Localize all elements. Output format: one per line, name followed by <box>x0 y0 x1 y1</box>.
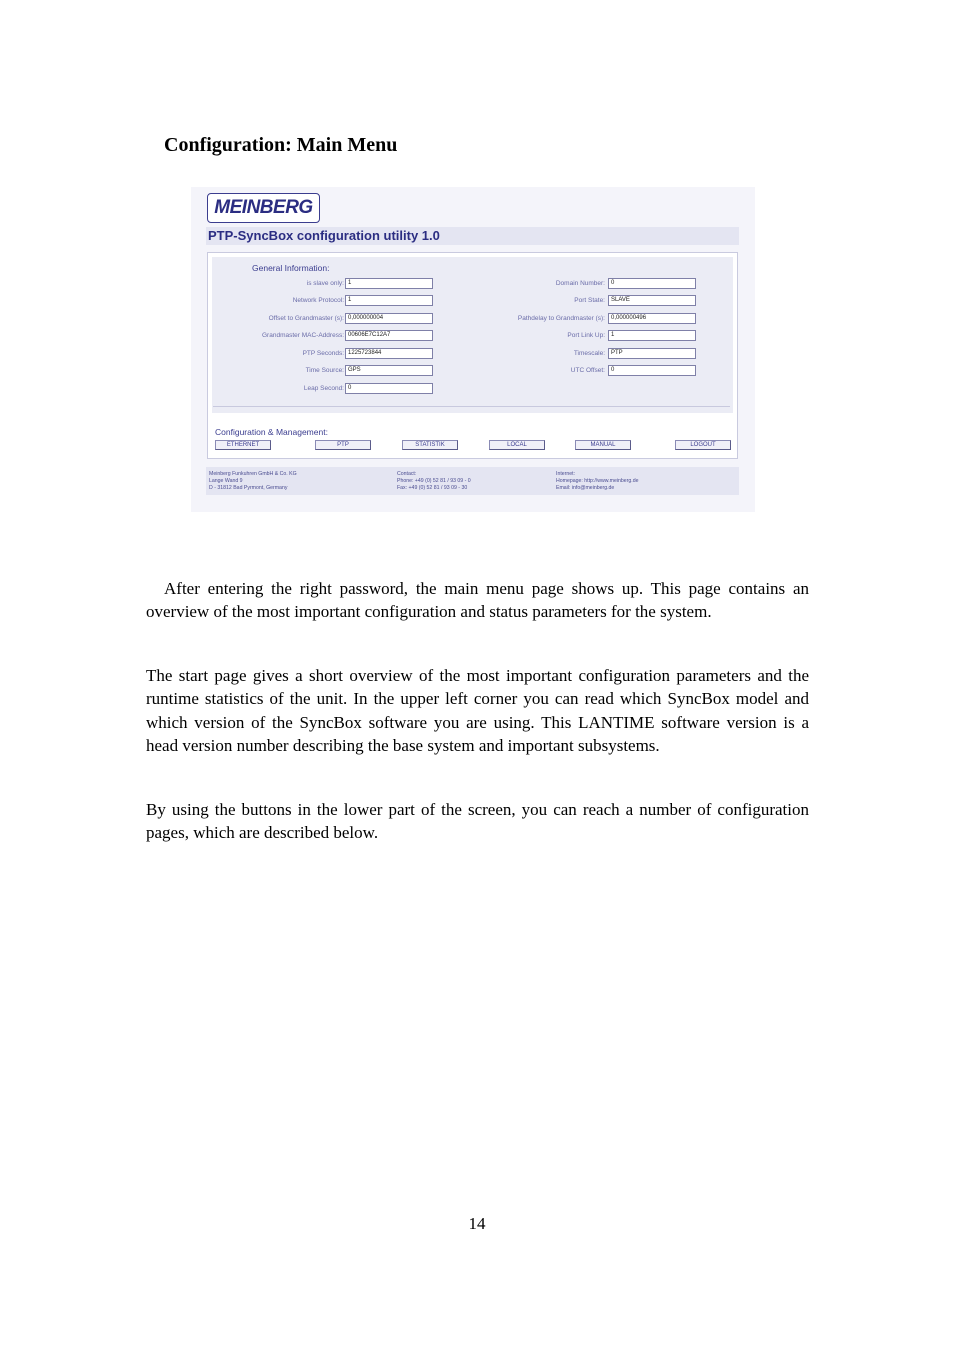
field-label: Time Source: <box>305 367 344 374</box>
field-label: Port Link Up: <box>567 332 605 339</box>
port-state-field[interactable]: SLAVE <box>608 295 696 306</box>
field-label: Network Protocol: <box>292 297 344 304</box>
ptp-seconds-field[interactable]: 1225723844 <box>345 348 433 359</box>
footer-internet <box>556 471 638 492</box>
paragraph-overview: The start page gives a short overview of the most important configuration parameters and the runtime statistics of the unit. In the upper left corner you can read which SyncBox model and which version of the SyncBox software you are using. This LANTIME software version is a head version number describing the base system and important subsystems. <box>146 666 809 755</box>
field-label: is slave only: <box>306 280 344 287</box>
page-number: 14 <box>468 1214 486 1233</box>
port-link-up-field[interactable]: 1 <box>608 330 696 341</box>
config-management-title: Configuration & Management: <box>215 427 328 437</box>
footer-contact <box>397 471 471 492</box>
logout-button[interactable]: LOGOUT <box>675 440 731 450</box>
meinberg-logo: MEINBERG <box>207 193 320 223</box>
main-panel <box>207 252 738 459</box>
footer-line: Fax: +49 (0) 52 81 / 93 09 - 30 <box>397 485 468 491</box>
general-information-title: General Information: <box>252 263 330 273</box>
utility-title: PTP-SyncBox configuration utility 1.0 <box>206 227 739 245</box>
timescale-field[interactable]: PTP <box>608 348 696 359</box>
slave-only-field[interactable]: 1 <box>345 278 433 289</box>
footer-line: Internet: <box>556 471 576 477</box>
footer-address <box>209 471 297 492</box>
field-label: PTP Seconds: <box>302 350 344 357</box>
field-label: UTC Offset: <box>570 367 605 374</box>
local-button[interactable]: LOCAL <box>489 440 545 450</box>
divider <box>213 406 730 407</box>
paragraph-intro: After entering the right password, the main menu page shows up. This page contains an overview of the most important configuration and status parameters for the system. <box>146 579 809 622</box>
footer-line: Contact: <box>397 471 417 477</box>
paragraph-buttons: By using the buttons in the lower part of the screen, you can reach a number of configuration pages, which are described below. <box>146 800 809 843</box>
statistik-button[interactable]: STATISTIK <box>402 440 458 450</box>
field-label: Leap Second: <box>303 385 344 392</box>
field-label: Domain Number: <box>555 280 605 287</box>
ethernet-button[interactable]: ETHERNET <box>215 440 271 450</box>
footer-line: D - 31812 Bad Pyrmont, Germany <box>209 485 288 491</box>
grandmaster-mac-field[interactable]: 00606E7C12A7 <box>345 330 433 341</box>
offset-to-grandmaster-field[interactable]: 0,000000004 <box>345 313 433 324</box>
network-protocol-field[interactable]: 1 <box>345 295 433 306</box>
main-menu-screenshot <box>191 187 755 512</box>
footer-line: Phone: +49 (0) 52 81 / 93 09 - 0 <box>397 478 471 484</box>
ptp-button[interactable]: PTP <box>315 440 371 450</box>
footer-line: Meinberg Funkuhren GmbH & Co. KG <box>209 471 297 477</box>
field-label: Pathdelay to Grandmaster (s): <box>517 315 605 322</box>
section-heading: Configuration: Main Menu <box>164 134 398 156</box>
footer-homepage-link[interactable]: Homepage: http://www.meinberg.de <box>556 478 639 484</box>
leap-second-field[interactable]: 0 <box>345 383 433 394</box>
utc-offset-field[interactable]: 0 <box>608 365 696 376</box>
field-label: Grandmaster MAC-Address: <box>262 332 344 339</box>
field-label: Port State: <box>574 297 605 304</box>
domain-number-field[interactable]: 0 <box>608 278 696 289</box>
footer-line: Lange Wand 9 <box>209 478 243 484</box>
time-source-field[interactable]: GPS <box>345 365 433 376</box>
footer <box>206 467 739 495</box>
pathdelay-field[interactable]: 0,000000496 <box>608 313 696 324</box>
field-label: Timescale: <box>573 350 605 357</box>
field-label: Offset to Grandmaster (s): <box>268 315 344 322</box>
manual-button[interactable]: MANUAL <box>575 440 631 450</box>
general-information-area <box>212 257 733 413</box>
footer-email-link[interactable]: Email: info@meinberg.de <box>556 485 615 491</box>
